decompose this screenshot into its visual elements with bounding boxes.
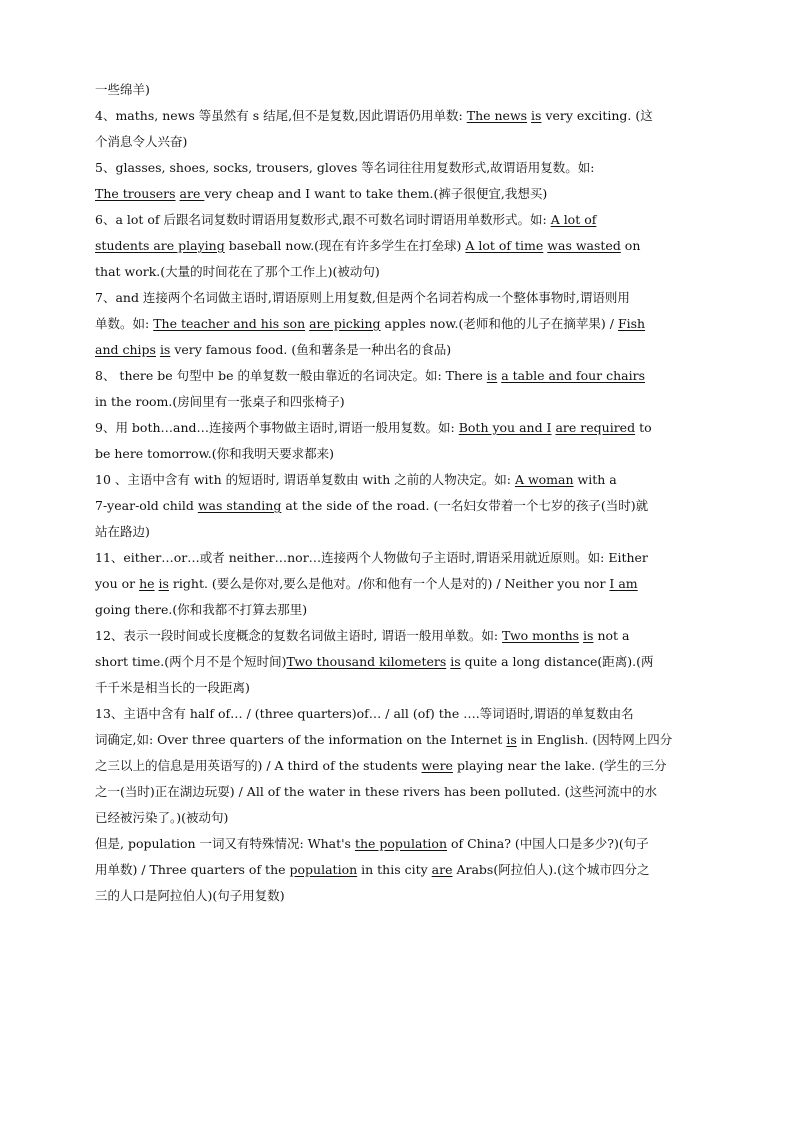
underlined-phrase: are required — [555, 420, 636, 435]
text-line — [95, 103, 699, 129]
underlined-phrase: the population — [354, 836, 448, 851]
text-segment: 7-year-old child — [95, 498, 198, 513]
text-segment: short time.(两个月不是个短时间) — [95, 654, 287, 669]
text-line — [95, 701, 699, 727]
text-segment: 12、表示一段时间或长度概念的复数名词做主语时, 谓语一般用单数。如: — [95, 628, 503, 643]
underlined-phrase: is — [583, 628, 594, 643]
underlined-phrase: are playing — [153, 238, 225, 253]
text-segment: apples now.(老师和他的儿子在摘苹果) / — [380, 316, 618, 331]
text-line — [95, 363, 699, 389]
underlined-phrase: The news — [466, 108, 528, 123]
underlined-phrase: are — [179, 186, 205, 201]
text-line — [95, 129, 699, 155]
text-line — [95, 805, 699, 831]
text-segment: going there.(你和我都不打算去那里) — [95, 602, 308, 617]
text-segment: very exciting. (这 — [541, 108, 653, 123]
text-line — [95, 753, 699, 779]
text-segment: right. (要么是你对,要么是他对。/你和他有一个人是对的) / Neither you nor — [168, 576, 610, 591]
text-segment: 6、a lot of 后跟名词复数时谓语用复数形式,跟不可数名词时谓语用单数形式。如: — [95, 212, 551, 227]
text-segment: 一些绵羊) — [95, 82, 150, 97]
text-segment: very cheap and I want to take them.(裤子很便宜,我想买) — [204, 186, 548, 201]
text-line — [95, 441, 699, 467]
text-segment: 4、maths, news 等虽然有 s 结尾,但不是复数,因此谓语仍用单数: — [95, 108, 467, 123]
text-line — [95, 259, 699, 285]
underlined-phrase: A lot of time — [465, 238, 544, 253]
text-segment: 站在路边) — [95, 524, 150, 539]
text-segment: 7、and 连接两个名词做主语时,谓语原则上用复数,但是两个名词若构成一个整体事物时,谓语则用 — [95, 290, 630, 305]
text-line — [95, 181, 699, 207]
text-segment: Arabs(阿拉伯人).(这个城市四分之 — [452, 862, 650, 877]
text-segment: 10 、主语中含有 with 的短语时, 谓语单复数由 with 之前的人物决定。如: — [95, 472, 515, 487]
text-line — [95, 467, 699, 493]
underlined-phrase: is — [158, 576, 169, 591]
underlined-phrase: A woman — [514, 472, 574, 487]
text-line — [95, 285, 699, 311]
text-segment: be here tomorrow.(你和我明天要求都来) — [95, 446, 335, 461]
text-line — [95, 77, 699, 103]
text-line — [95, 597, 699, 623]
underlined-phrase: students — [95, 238, 154, 253]
text-segment: in the room.(房间里有一张桌子和四张椅子) — [95, 394, 345, 409]
text-segment: on — [620, 238, 641, 253]
text-segment: in this city — [357, 862, 432, 877]
underlined-phrase: I — [609, 576, 619, 591]
text-line — [95, 649, 699, 675]
text-segment: 千千米是相当长的一段距离) — [95, 680, 250, 695]
text-line — [95, 571, 699, 597]
text-line — [95, 857, 699, 883]
underlined-phrase: is — [159, 342, 171, 357]
text-segment: not a — [593, 628, 630, 643]
text-segment: quite a long distance(距离).(两 — [460, 654, 654, 669]
text-line — [95, 311, 699, 337]
text-segment: 但是, population 一词又有特殊情况: What's — [95, 836, 355, 851]
text-line — [95, 779, 699, 805]
underlined-phrase: was wasted — [547, 238, 621, 253]
underlined-phrase: a table and four chairs — [501, 368, 645, 383]
underlined-phrase: The trousers — [95, 186, 176, 201]
text-segment: 之一(当时)正在湖边玩耍) / All of the water in these rivers has been polluted. (这些河流中的水 — [95, 784, 657, 799]
text-segment: 用单数) / Three quarters of the — [95, 862, 290, 877]
underlined-phrase: are — [431, 862, 453, 877]
underlined-phrase: Two months — [502, 628, 580, 643]
text-segment: 11、either…or…或者 neither…nor…连接两个人物做句子主语时,谓语采用就近原则。如: Either — [95, 550, 648, 565]
underlined-phrase: is — [531, 108, 542, 123]
underlined-phrase: Two thousand kilometers — [286, 654, 447, 669]
underlined-phrase: is — [486, 368, 498, 383]
text-line — [95, 831, 699, 857]
underlined-phrase: Fish — [617, 316, 646, 331]
text-line — [95, 623, 699, 649]
text-segment: in English. (因特网上四分 — [516, 732, 673, 747]
text-segment: to — [635, 420, 652, 435]
text-segment: 个消息令人兴奋) — [95, 134, 188, 149]
text-segment: 13、主语中含有 half of… / (three quarters)of… / all (of) the ….等词语时,谓语的单复数由名 — [95, 706, 634, 721]
underlined-phrase: The teacher and his son — [153, 316, 306, 331]
underlined-phrase: Both you and I — [458, 420, 552, 435]
text-line — [95, 545, 699, 571]
text-segment: 单数。如: — [95, 316, 154, 331]
text-line — [95, 415, 699, 441]
underlined-phrase: A lot of — [550, 212, 597, 227]
text-line — [95, 337, 699, 363]
underlined-phrase: is — [450, 654, 461, 669]
underlined-phrase: are picking — [309, 316, 381, 331]
text-segment: playing near the lake. (学生的三分 — [452, 758, 667, 773]
text-segment: 9、用 both…and…连接两个事物做主语时,谓语一般用复数。如: — [95, 420, 459, 435]
underlined-phrase: population — [289, 862, 358, 877]
text-segment: that work.(大量的时间花在了那个工作上)(被动句) — [95, 264, 380, 279]
underlined-phrase: is — [506, 732, 517, 747]
text-line — [95, 883, 699, 909]
text-line — [95, 519, 699, 545]
text-line — [95, 155, 699, 181]
text-segment: of China? (中国人口是多少?)(句子 — [447, 836, 649, 851]
text-segment: baseball now.(现在有许多学生在打垒球) — [224, 238, 466, 253]
text-segment: 之三以上的信息是用英语写的) / A third of the students — [95, 758, 422, 773]
text-segment: very famous food. (鱼和薯条是一种出名的食品) — [170, 342, 452, 357]
text-line — [95, 389, 699, 415]
text-segment: 8、 there be 句型中 be 的单复数一般由靠近的名词决定。如: There — [95, 368, 487, 383]
text-line — [95, 233, 699, 259]
text-segment: with a — [573, 472, 617, 487]
text-line — [95, 207, 699, 233]
text-segment: you or — [95, 576, 140, 591]
underlined-phrase: and chips — [95, 342, 156, 357]
text-line — [95, 493, 699, 519]
underlined-phrase: he — [139, 576, 155, 591]
underlined-phrase: were — [421, 758, 453, 773]
grammar-notes-body — [95, 77, 699, 909]
text-line — [95, 727, 699, 753]
text-segment: 5、glasses, shoes, socks, trousers, gloves 等名词往往用复数形式,故谓语用复数。如: — [95, 160, 595, 175]
text-segment: at the side of the road. (一名妇女带着一个七岁的孩子(当时)就 — [281, 498, 649, 513]
text-segment: 三的人口是阿拉伯人)(句子用复数) — [95, 888, 285, 903]
underlined-phrase: was standing — [197, 498, 282, 513]
text-segment: 词确定,如: Over three quarters of the information on the Internet — [95, 732, 507, 747]
text-line — [95, 675, 699, 701]
text-segment: 已经被污染了。)(被动句) — [95, 810, 229, 825]
underlined-phrase: am — [618, 576, 638, 591]
